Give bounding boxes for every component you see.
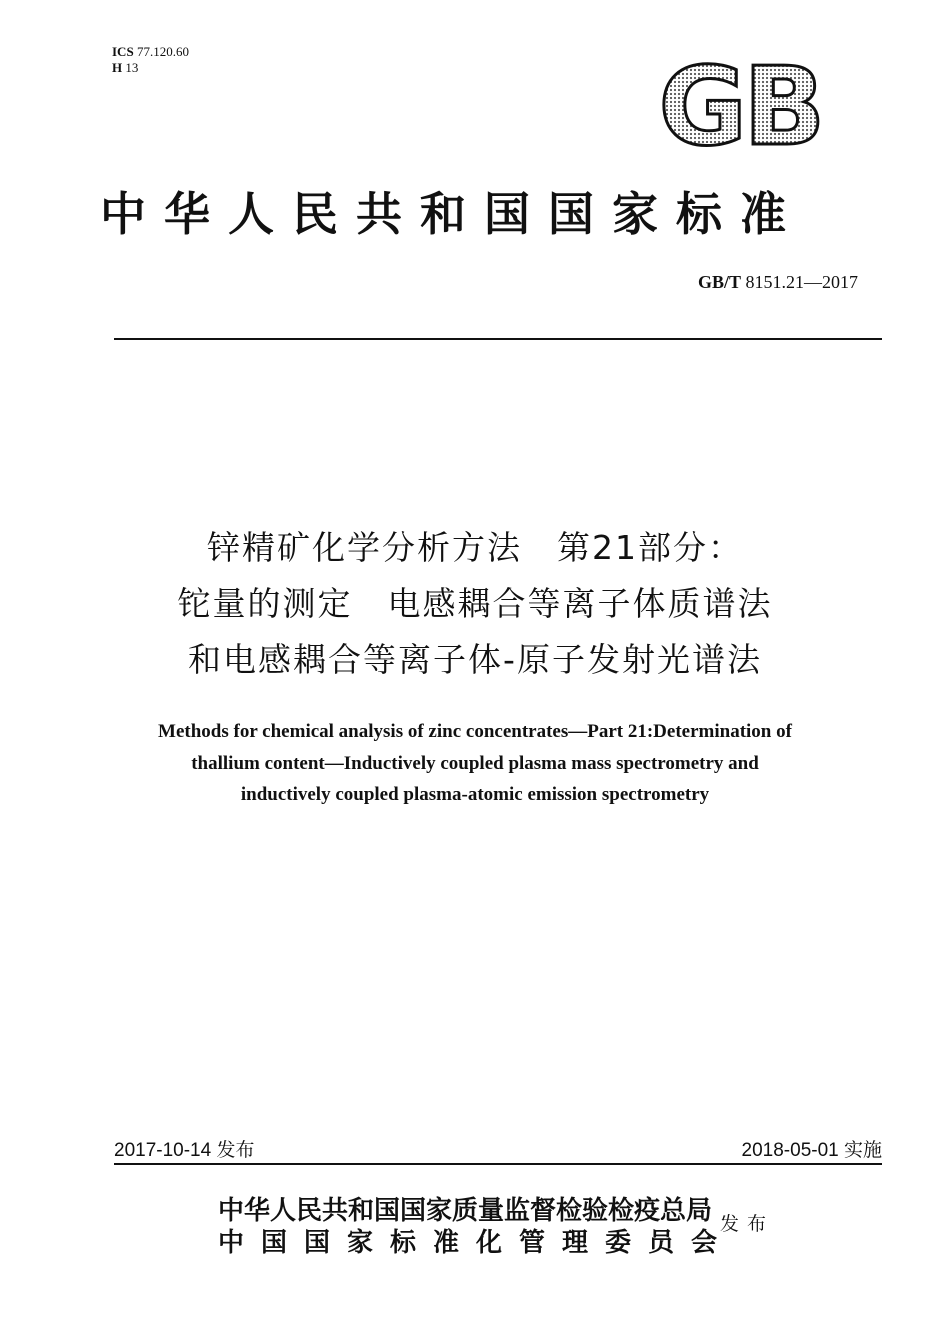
chinese-title-line-2: 铊量的测定 电感耦合等离子体质谱法 <box>177 584 773 623</box>
english-title <box>100 716 850 811</box>
standard-category-title: 中华人民共和国国家标准 <box>100 187 804 241</box>
issue-date: 2017-10-14 发布 <box>114 1140 255 1161</box>
publish-label: 发布 <box>720 1213 775 1235</box>
chinese-title <box>60 520 890 688</box>
ics-code: ICS 77.120.60 <box>112 44 189 59</box>
standard-number-value: 8151.21—2017 <box>745 272 858 292</box>
implementation-date: 2018-05-01 实施 <box>741 1140 882 1161</box>
bottom-divider <box>114 1163 882 1165</box>
classification-codes <box>112 44 189 76</box>
issuer-sac: 中国国家标准化管理委员会 <box>218 1228 735 1258</box>
chinese-title-line-1: 锌精矿化学分析方法 第21部分： <box>207 528 743 567</box>
english-title-line-3: inductively coupled plasma-atomic emission spectrometry <box>240 784 710 805</box>
issuer-aqsiq: 中华人民共和国国家质量监督检验检疫总局 <box>218 1196 713 1226</box>
ccs-code: H 13 <box>112 60 139 75</box>
standard-number <box>698 272 858 293</box>
gb-logo <box>645 56 835 152</box>
chinese-title-line-3: 和电感耦合等离子体-原子发射光谱法 <box>188 640 762 679</box>
english-title-line-2: thallium content—Inductively coupled plasma mass spectrometry and <box>191 752 759 774</box>
top-divider <box>114 338 882 340</box>
gb-logo-text: GB <box>658 56 822 152</box>
english-title-line-1: Methods for chemical analysis of zinc concentrates—Part 21:Determination of <box>158 721 792 742</box>
standard-number-prefix: GB/T <box>697 272 741 292</box>
